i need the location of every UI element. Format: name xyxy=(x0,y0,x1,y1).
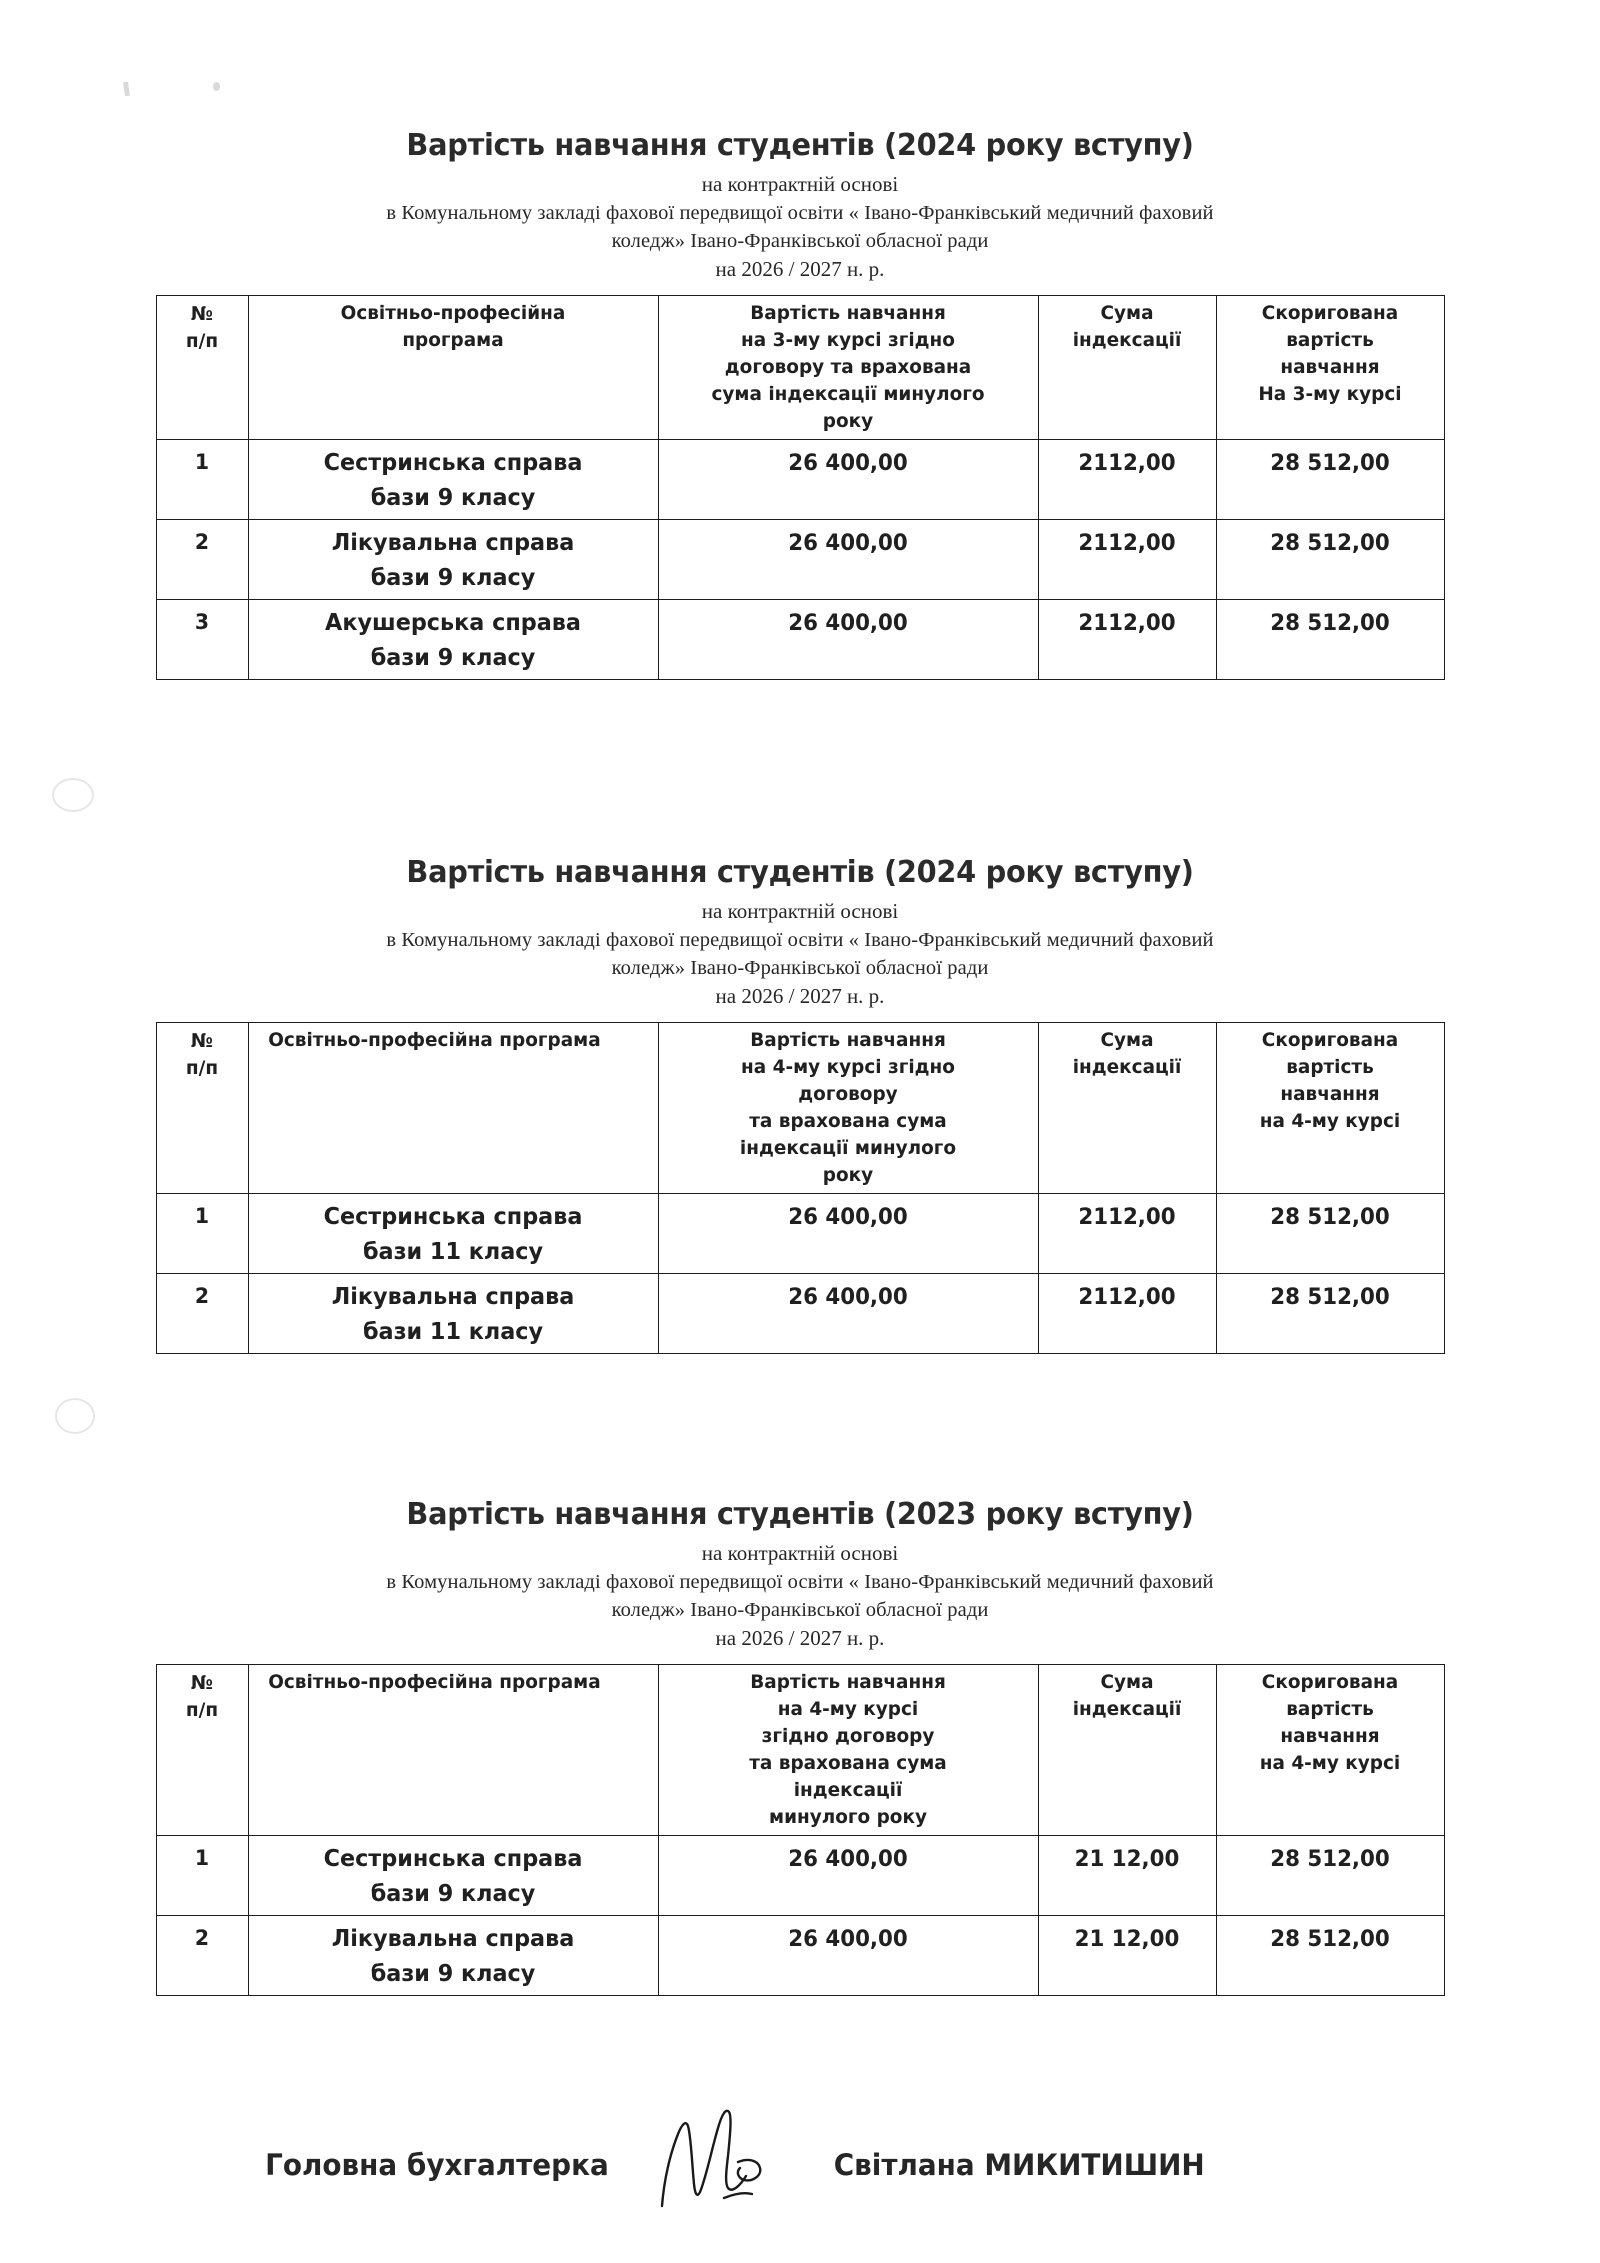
cell-number: 1 xyxy=(157,1836,246,1916)
table-row xyxy=(156,1194,1444,1274)
header-cell-number: № п/п xyxy=(157,1665,246,1836)
institution-line-1: в Комунальному закладі фахової передвищої освіти « Івано-Франківський медичний фаховий xyxy=(386,1570,1214,1593)
header-cell-program: Освітньо-професійна програма xyxy=(254,1665,652,1836)
section-2023-course4 xyxy=(0,1497,1600,1996)
cell-cost: 26 400,00 xyxy=(664,1916,1033,1996)
cell-program: Сестринська справа бази 9 класу xyxy=(254,440,652,520)
cell-program: Сестринська справа бази 11 класу xyxy=(254,1194,652,1274)
cost-table-2023-course4 xyxy=(156,1664,1445,1996)
section-2024-course3 xyxy=(0,128,1600,680)
section-title: Вартість навчання студентів (2023 року вступу) xyxy=(406,1497,1194,1532)
cell-index-sum: 2112,00 xyxy=(1041,440,1214,520)
header-cell-cost: Вартість навчання на 4-му курсі згідно договору та врахована сума індексації минулого року xyxy=(664,1665,1033,1836)
table-row xyxy=(156,1916,1444,1996)
header-cell-corrected: Скоригована вартість навчання на 4-му курсі xyxy=(1219,1665,1440,1836)
handwritten-signature xyxy=(616,2120,826,2210)
academic-year-line: на 2026 / 2027 н. р. xyxy=(715,984,885,1009)
table-header-row xyxy=(156,296,1444,440)
table-row xyxy=(156,600,1444,680)
section-title: Вартість навчання студентів (2024 року вступу) xyxy=(406,128,1194,163)
hole-punch-mark xyxy=(55,1398,95,1434)
table-header-row xyxy=(156,1665,1444,1836)
cell-corrected: 28 512,00 xyxy=(1219,1836,1440,1916)
scan-artifact xyxy=(213,82,220,91)
header-cell-cost: Вартість навчання на 3-му курсі згідно договору та врахована сума індексації минулого року xyxy=(664,296,1033,440)
header-cell-index-sum: Сума індексації xyxy=(1041,1023,1214,1194)
section-title: Вартість навчання студентів (2024 року вступу) xyxy=(406,855,1194,890)
institution-line-2: коледж» Івано-Франківської обласної ради xyxy=(611,957,989,980)
cell-corrected: 28 512,00 xyxy=(1219,1274,1440,1354)
cell-index-sum: 21 12,00 xyxy=(1041,1836,1214,1916)
cell-cost: 26 400,00 xyxy=(664,1836,1033,1916)
cost-table-2024-course3 xyxy=(156,295,1445,680)
section-header xyxy=(0,1497,1600,1652)
cell-number: 2 xyxy=(157,520,246,600)
cell-number: 1 xyxy=(157,440,246,520)
table-row xyxy=(156,440,1444,520)
header-cell-cost: Вартість навчання на 4-му курсі згідно договору та врахована сума індексації минулого року xyxy=(664,1023,1033,1194)
header-cell-program: Освітньо-професійна програма xyxy=(254,1023,652,1194)
table-row xyxy=(156,520,1444,600)
cell-corrected: 28 512,00 xyxy=(1219,600,1440,680)
cell-index-sum: 21 12,00 xyxy=(1041,1916,1214,1996)
header-cell-corrected: Скоригована вартість навчання На 3-му курсі xyxy=(1219,296,1440,440)
cell-number: 2 xyxy=(157,1916,246,1996)
institution-line-2: коледж» Івано-Франківської обласної ради xyxy=(611,230,989,253)
cell-cost: 26 400,00 xyxy=(664,440,1033,520)
cell-cost: 26 400,00 xyxy=(664,600,1033,680)
academic-year-line: на 2026 / 2027 н. р. xyxy=(715,257,885,282)
cell-corrected: 28 512,00 xyxy=(1219,1916,1440,1996)
header-cell-number: № п/п xyxy=(157,296,246,440)
scan-artifact xyxy=(123,82,130,97)
cell-cost: 26 400,00 xyxy=(664,1274,1033,1354)
cell-number: 3 xyxy=(157,600,246,680)
table-header-row xyxy=(156,1023,1444,1194)
section-header xyxy=(0,128,1600,283)
signatory-role: Головна бухгалтерка xyxy=(265,2148,609,2182)
header-cell-number: № п/п xyxy=(157,1023,246,1194)
header-cell-corrected: Скоригована вартість навчання на 4-му курсі xyxy=(1219,1023,1440,1194)
cell-cost: 26 400,00 xyxy=(664,1194,1033,1274)
cell-index-sum: 2112,00 xyxy=(1041,1274,1214,1354)
cell-program: Акушерська справа бази 9 класу xyxy=(254,600,652,680)
cell-number: 1 xyxy=(157,1194,246,1274)
cell-program: Лікувальна справа бази 11 класу xyxy=(254,1274,652,1354)
cell-index-sum: 2112,00 xyxy=(1041,520,1214,600)
section-2024-course4 xyxy=(0,855,1600,1354)
table-row xyxy=(156,1836,1444,1916)
contract-basis-line: на контрактній основі xyxy=(701,172,899,196)
institution-line-2: коледж» Івано-Франківської обласної ради xyxy=(611,1599,989,1622)
header-cell-index-sum: Сума індексації xyxy=(1041,296,1214,440)
cell-number: 2 xyxy=(157,1274,246,1354)
cell-corrected: 28 512,00 xyxy=(1219,1194,1440,1274)
cell-program: Сестринська справа бази 9 класу xyxy=(254,1836,652,1916)
signatory-name: Світлана МИКИТИШИН xyxy=(833,2148,1205,2182)
cell-corrected: 28 512,00 xyxy=(1219,440,1440,520)
header-cell-program: Освітньо-професійна програма xyxy=(254,296,652,440)
cell-index-sum: 2112,00 xyxy=(1041,1194,1214,1274)
signature-icon xyxy=(638,2102,808,2222)
institution-line-1: в Комунальному закладі фахової передвищої освіти « Івано-Франківський медичний фаховий xyxy=(386,928,1214,951)
cell-index-sum: 2112,00 xyxy=(1041,600,1214,680)
table-row xyxy=(156,1274,1444,1354)
cell-program: Лікувальна справа бази 9 класу xyxy=(254,520,652,600)
header-cell-index-sum: Сума індексації xyxy=(1041,1665,1214,1836)
signature-block xyxy=(0,2120,1600,2210)
institution-line-1: в Комунальному закладі фахової передвищої освіти « Івано-Франківський медичний фаховий xyxy=(386,201,1214,224)
contract-basis-line: на контрактній основі xyxy=(701,899,899,923)
contract-basis-line: на контрактній основі xyxy=(701,1541,899,1565)
cell-corrected: 28 512,00 xyxy=(1219,520,1440,600)
cost-table-2024-course4 xyxy=(156,1022,1445,1354)
hole-punch-mark xyxy=(52,778,94,812)
cell-cost: 26 400,00 xyxy=(664,520,1033,600)
cell-program: Лікувальна справа бази 9 класу xyxy=(254,1916,652,1996)
academic-year-line: на 2026 / 2027 н. р. xyxy=(715,1626,885,1651)
section-header xyxy=(0,855,1600,1010)
